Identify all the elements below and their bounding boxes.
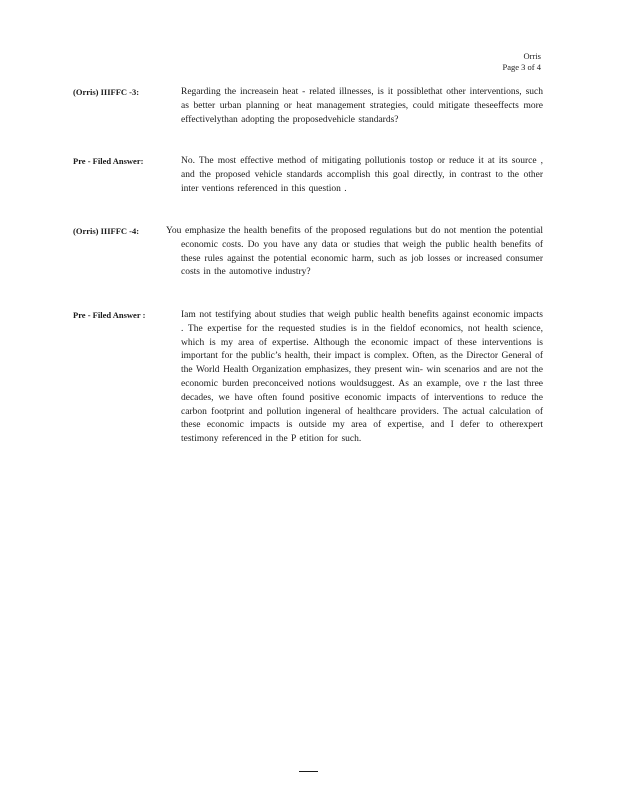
question-3-label: (Orris) IIIFFC -3: [73,87,140,97]
answer-4-label: Pre - Filed Answer : [73,310,146,320]
footer-rule [299,771,318,772]
question-3-text: Regarding the increasein heat - related illnesses, is it possiblethat other interventions, such as better urban planning or heat management strategies, could mitigate theseeffects more effectivelythan adopting the proposedvehicle standards? [181,87,543,125]
question-4-text: You emphasize the health benefits of the proposed regulations but do not mention the potential economic costs. Do you have any data or studies that weigh the public health benefits of these rules against the potential economic harm, such as job losses or increased consumer costs in the automotive industry? [166,226,543,278]
answer-3-label: Pre - Filed Answer: [73,156,144,166]
answer-4-text: Iam not testifying about studies that weigh public health benefits against economic impacts . The expertise for the requested studies is in the fieldof economics, not health science, which is my area of expertise. Although the economic impact of these interventions is important for the public’s health, their impact is complex. Often, as the Director General of the World Health Organization emphasizes, they present win- win scenarios and are not the economic burden preconceived notions wouldsuggest. As an example, ove r the last three decades, we have often found positive economic impacts of interventions to reduce the carbon footprint and pollution ingeneral of healthcare providers. The actual calculation of these economic impacts is outside my area of expertise, and I defer to otherexpert testimony referenced in the P etition for such. [181,310,543,445]
page-header [503,51,541,73]
header-name: Orris [523,51,541,61]
header-page-number: Page 3 of 4 [502,62,541,72]
answer-3-text: No. The most effective method of mitigating pollutionis tostop or reduce it at its source , and the proposed vehicle standards accomplish this goal directly, in contrast to the other inter ventions referenced in this question . [181,156,543,194]
question-4-label: (Orris) IIIFFC -4: [73,226,140,236]
